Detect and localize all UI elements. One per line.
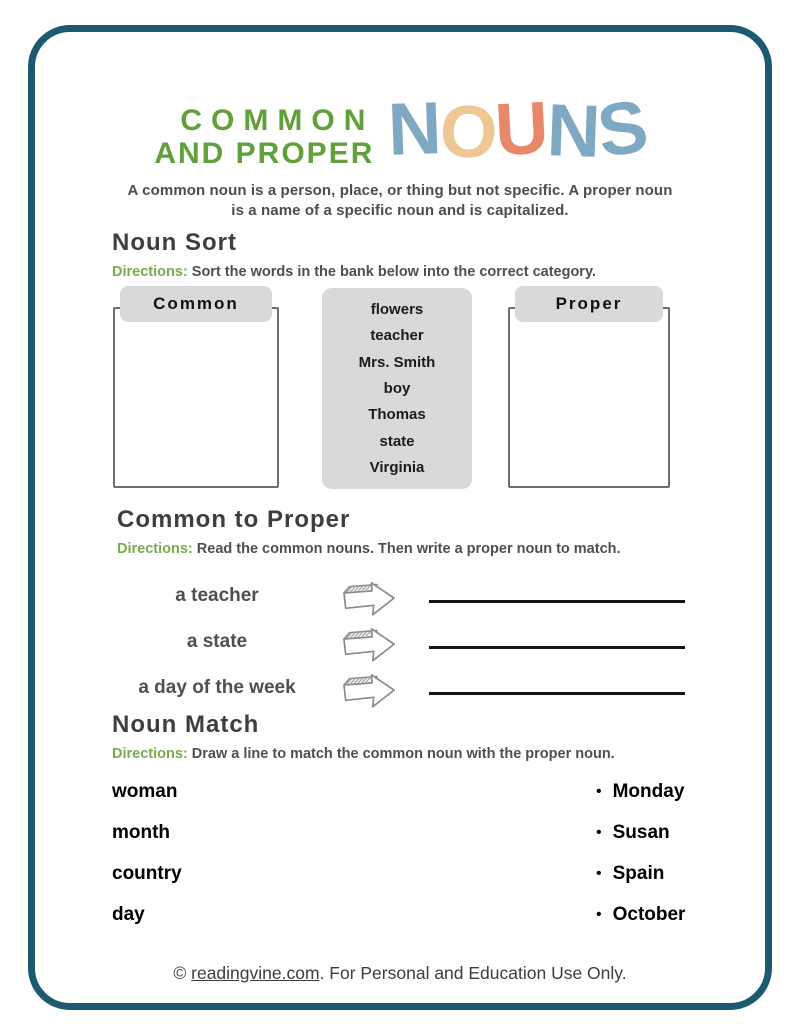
proper-box-label: Proper	[515, 286, 663, 322]
write-line[interactable]	[429, 692, 685, 695]
write-line[interactable]	[429, 600, 685, 603]
intro-line-1: A common noun is a person, place, or thing but not specific. A proper noun	[127, 182, 673, 199]
common-to-proper-row	[117, 665, 690, 711]
proper-noun-item	[596, 780, 700, 821]
common-to-proper-rows	[117, 573, 690, 711]
directions-text: Read the common nouns. Then write a proper noun to match.	[192, 541, 621, 557]
proper-noun-label: Spain	[612, 863, 665, 884]
noun-sort-heading: Noun Sort	[112, 229, 237, 256]
intro-definition	[0, 181, 800, 221]
word-bank-item: boy	[383, 379, 411, 397]
word-bank	[322, 288, 472, 489]
copyright-suffix: . For Personal and Education Use Only.	[319, 963, 627, 983]
common-noun-prompt: a teacher	[175, 585, 259, 606]
title-common-and-proper	[154, 104, 374, 170]
proper-noun-item	[596, 903, 700, 944]
common-box-label: Common	[120, 286, 272, 322]
common-noun-prompt: a day of the week	[138, 677, 296, 698]
word-bank-item: flowers	[370, 300, 424, 318]
directions-text: Sort the words in the bank below into the correct category.	[187, 264, 596, 280]
common-noun-item: month	[112, 822, 171, 843]
proper-noun-item	[596, 821, 700, 862]
common-answer-box[interactable]	[113, 307, 279, 488]
proper-answer-box[interactable]	[508, 307, 670, 488]
directions-label: Directions:	[112, 264, 188, 280]
title-line-and-proper: AND PROPER	[154, 137, 375, 170]
noun-sort-area	[0, 286, 800, 496]
right-arrow-icon	[341, 575, 397, 617]
noun-sort-directions	[112, 264, 688, 280]
word-bank-item: Mrs. Smith	[358, 353, 436, 371]
proper-noun-label: Susan	[612, 822, 670, 843]
title-word-nouns	[386, 84, 652, 175]
noun-match-heading: Noun Match	[112, 711, 260, 738]
noun-sort-section	[112, 229, 688, 280]
nouns-letter: N	[386, 86, 442, 171]
directions-label: Directions:	[117, 541, 193, 557]
common-to-proper-section	[117, 506, 690, 711]
common-noun-item: country	[112, 863, 182, 884]
proper-noun-column	[596, 780, 700, 944]
directions-text: Draw a line to match the common noun with the proper noun.	[187, 746, 615, 762]
copyright-footer	[0, 963, 800, 984]
common-to-proper-row	[117, 573, 690, 619]
common-sort-box	[113, 286, 279, 322]
bullet-dot: •	[596, 865, 602, 882]
proper-noun-item	[596, 862, 700, 903]
common-noun-item: woman	[112, 781, 178, 802]
noun-match-section	[112, 711, 700, 944]
word-bank-item: state	[379, 432, 415, 450]
word-bank-item: teacher	[370, 327, 424, 345]
intro-line-2: is a name of a specific noun and is capitalized.	[231, 202, 569, 219]
title-line-common: COMMON	[180, 104, 375, 137]
bullet-dot: •	[596, 783, 602, 800]
proper-sort-box	[508, 286, 670, 322]
noun-match-directions	[112, 746, 700, 762]
noun-match-grid	[112, 780, 700, 944]
proper-noun-label: October	[612, 904, 686, 925]
common-noun-prompt: a state	[186, 631, 248, 652]
write-line[interactable]	[429, 646, 685, 649]
common-to-proper-heading: Common to Proper	[117, 506, 351, 533]
proper-noun-label: Monday	[612, 781, 685, 802]
common-to-proper-directions	[117, 541, 690, 557]
bullet-dot: •	[596, 824, 602, 841]
directions-label: Directions:	[112, 746, 188, 762]
right-arrow-icon	[341, 667, 397, 709]
common-noun-item: day	[112, 904, 145, 925]
word-bank-item: Thomas	[368, 406, 426, 424]
readingvine-link[interactable]: readingvine.com	[191, 963, 320, 983]
common-to-proper-row	[117, 619, 690, 665]
bullet-dot: •	[596, 906, 602, 923]
right-arrow-icon	[341, 621, 397, 663]
nouns-letter: O	[437, 88, 498, 175]
word-bank-item: Virginia	[369, 459, 425, 477]
copyright-prefix: ©	[173, 963, 192, 983]
nouns-letter: S	[592, 84, 652, 173]
worksheet-title	[0, 84, 800, 175]
common-noun-column	[112, 780, 182, 944]
nouns-letter: U	[493, 85, 549, 172]
nouns-letter: N	[545, 88, 600, 173]
